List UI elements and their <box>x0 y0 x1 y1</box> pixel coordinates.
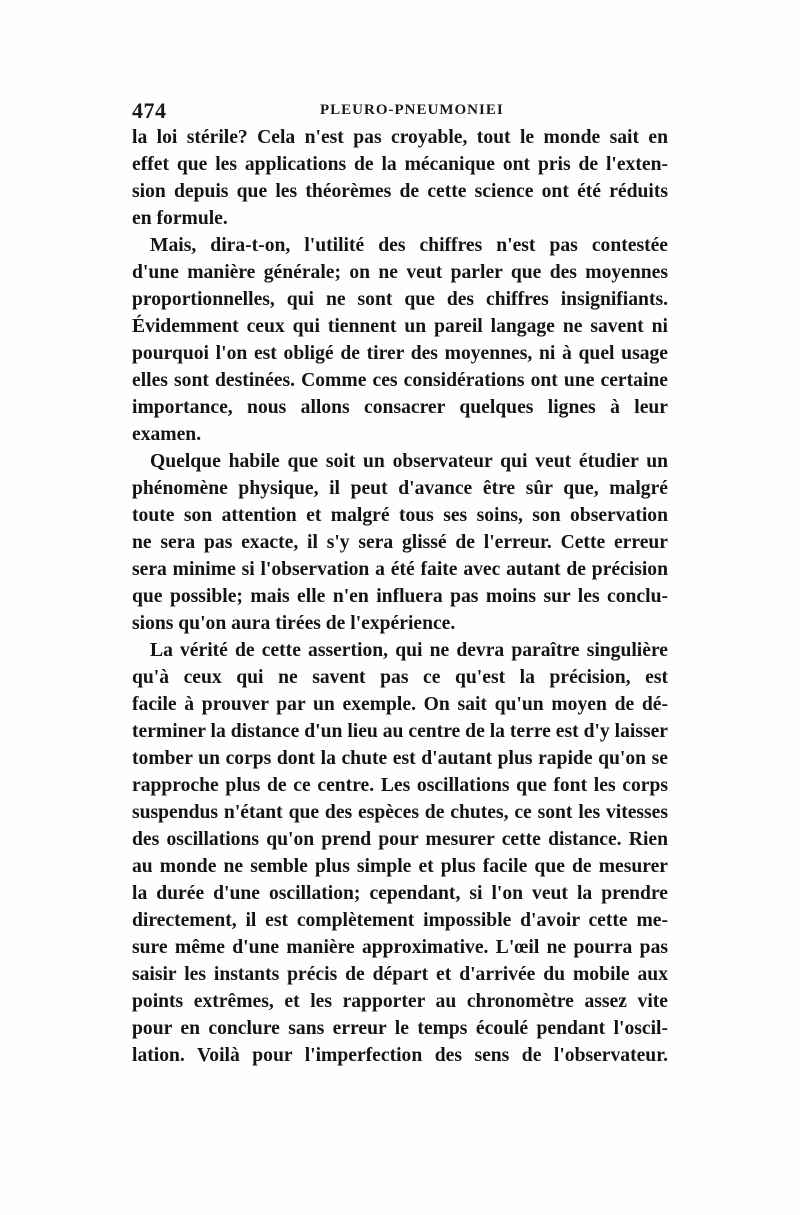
text-line: elles sont destinées. Comme ces considérations ont une certaine <box>132 370 668 391</box>
text-line: la loi stérile? Cela n'est pas croyable, tout le monde sait en <box>132 127 668 148</box>
text-line: au monde ne semble plus simple et plus facile que de mesurer <box>132 856 668 877</box>
text-line: directement, il est complètement impossible d'avoir cette me- <box>132 910 668 931</box>
text-line: des oscillations qu'on prend pour mesurer cette distance. Rien <box>132 829 668 850</box>
text-line: lation. Voilà pour l'imperfection des sens de l'observateur. <box>132 1045 668 1066</box>
text-line: qu'à ceux qui ne savent pas ce qu'est la précision, est <box>132 667 668 688</box>
text-line: effet que les applications de la mécanique ont pris de l'exten- <box>132 154 668 175</box>
page-header <box>132 98 668 122</box>
paragraph-3 <box>132 448 668 637</box>
text-line: d'une manière générale; on ne veut parler que des moyennes <box>132 262 668 283</box>
text-line: terminer la distance d'un lieu au centre de la terre est d'y laisser <box>132 721 668 742</box>
text-line: la durée d'une oscillation; cependant, si l'on veut la prendre <box>132 883 668 904</box>
running-head: PLEURO-PNEUMONIEI <box>320 102 504 118</box>
text-line: saisir les instants précis de départ et d'arrivée du mobile aux <box>132 964 668 985</box>
text-line: toute son attention et malgré tous ses soins, son observation <box>132 505 668 526</box>
text-line: facile à prouver par un exemple. On sait qu'un moyen de dé- <box>132 694 668 715</box>
text-line: sure même d'une manière approximative. L'œil ne pourra pas <box>132 937 668 958</box>
text-line: sion depuis que les théorèmes de cette science ont été réduits <box>132 181 668 202</box>
text-line: suspendus n'étant que des espèces de chutes, ce sont les vitesses <box>132 802 668 823</box>
paragraph-2 <box>132 232 668 448</box>
text-line: rapproche plus de ce centre. Les oscillations que font les corps <box>132 775 668 796</box>
paragraph-4 <box>132 637 668 1069</box>
text-line: pourquoi l'on est obligé de tirer des moyennes, ni à quel usage <box>132 343 668 364</box>
text-line: Mais, dira-t-on, l'utilité des chiffres n'est pas contestée <box>150 235 668 256</box>
text-line: tomber un corps dont la chute est d'autant plus rapide qu'on se <box>132 748 668 769</box>
text-line: proportionnelles, qui ne sont que des chiffres insignifiants. <box>132 289 668 310</box>
text-line: phénomène physique, il peut d'avance être sûr que, malgré <box>132 478 668 499</box>
body-text <box>132 124 668 1069</box>
text-line: en formule. <box>132 208 228 229</box>
text-line: points extrêmes, et les rapporter au chronomètre assez vite <box>132 991 668 1012</box>
text-line: Quelque habile que soit un observateur qui veut étudier un <box>150 451 668 472</box>
text-line: ne sera pas exacte, il s'y sera glissé de l'erreur. Cette erreur <box>132 532 668 553</box>
text-line: sera minime si l'observation a été faite avec autant de précision <box>132 559 668 580</box>
text-line: importance, nous allons consacrer quelques lignes à leur <box>132 397 668 418</box>
text-line: pour en conclure sans erreur le temps écoulé pendant l'oscil- <box>132 1018 668 1039</box>
text-line: examen. <box>132 424 202 445</box>
paragraph-1 <box>132 124 668 232</box>
page-number: 474 <box>132 98 167 123</box>
text-line: que possible; mais elle n'en influera pas moins sur les conclu- <box>132 586 668 607</box>
text-line: Évidemment ceux qui tiennent un pareil langage ne savent ni <box>132 316 668 337</box>
text-line: La vérité de cette assertion, qui ne devra paraître singulière <box>150 640 668 661</box>
text-line: sions qu'on aura tirées de l'expérience. <box>132 613 456 634</box>
